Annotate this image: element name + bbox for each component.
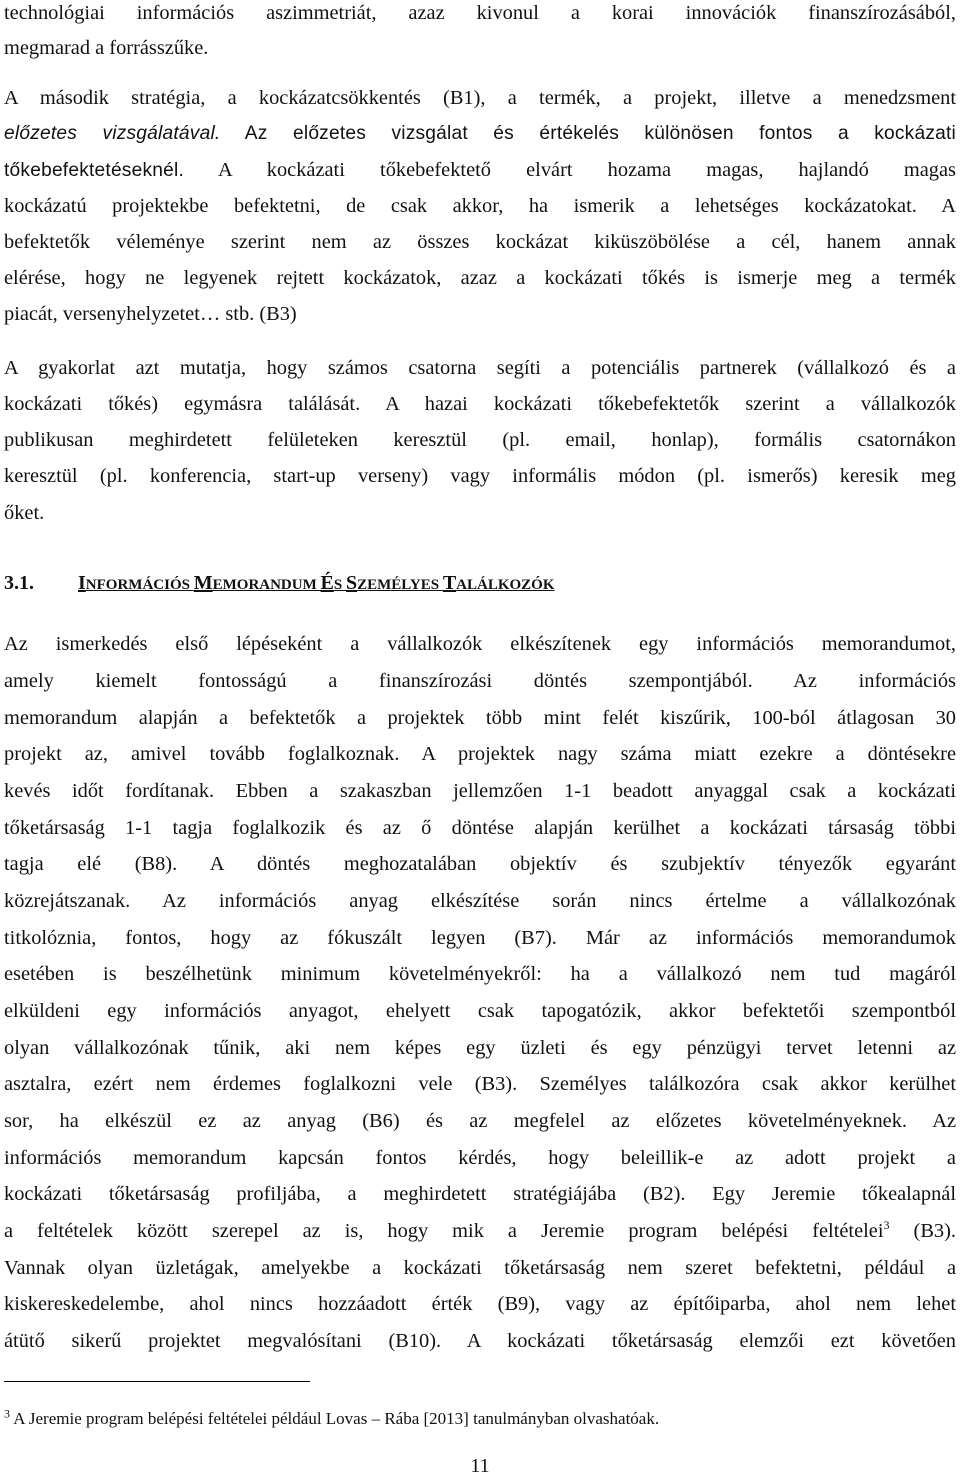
text-line: asztalra, ezért nem érdemes foglalkozni vele (B3). Személyes találkozóra csak akkor kerülhet <box>4 1073 956 1095</box>
section-number: 3.1. <box>4 572 34 594</box>
heading-part: T <box>442 572 457 594</box>
sans-phrase: tőkebefektetéseknél. <box>4 160 185 181</box>
text-line: A gyakorlat azt mutatja, hogy számos csatorna segíti a potenciális partnerek (vállalkozó és a <box>4 357 956 379</box>
text-line: Vannak olyan üzletágak, amelyekbe a kockázati tőketársaság nem szeret befektetni, például a <box>4 1257 956 1279</box>
text-line: piacát, versenyhelyzetet… stb. (B3) <box>4 303 297 325</box>
text-line: technológiai információs aszimmetriát, azaz kivonul a korai innovációk finanszírozásából, <box>4 2 956 24</box>
heading-part: EMORANDUM <box>212 577 321 593</box>
text-line: sor, ha elkészül ez az anyag (B6) és az megfelel az előzetes követelményeknek. Az <box>4 1110 956 1132</box>
heading-part: S <box>345 572 358 594</box>
text-line: Az ismerkedés első lépéseként a vállalkozók elkészítenek egy információs memorandumot, <box>4 633 956 655</box>
text-span: Az előzetes vizsgálat és értékelés különösen fontos a kockázati <box>220 123 957 144</box>
text-line: kockázati tőketársaság profiljába, a meghirdetett stratégiájába (B2). Egy Jeremie tőkealapnál <box>4 1183 956 1205</box>
section-heading <box>4 570 555 598</box>
text-line: közrejátszanak. Az információs anyag elkészítése során nincs értelme a vállalkozónak <box>4 890 956 912</box>
text-line: olyan vállalkozónak tűnik, aki nem képes egy üzleti és egy pénzügyi tervet letenni az <box>4 1037 956 1059</box>
text-line: tőketársaság 1-1 tagja foglalkozik és az ő döntése alapján kerülhet a kockázati társaság többi <box>4 817 956 839</box>
text-line: memorandum alapján a befektetők a projektek több mint felét kiszűrik, 100-ból átlagosan 30 <box>4 707 956 729</box>
footnote-mark: 3 <box>4 1406 10 1421</box>
text-line: amely kiemelt fontosságú a finanszírozási döntés szempontjából. Az információs <box>4 670 956 692</box>
text-line: titkolóznia, fontos, hogy az fókuszált legyen (B7). Már az információs memorandumok <box>4 927 956 949</box>
text-span: a feltételek között szerepel az is, hogy mik a Jeremie program belépési feltételei <box>4 1220 884 1242</box>
text-line: elküldeni egy információs anyagot, ehelyett csak tapogatózik, akkor befektetői szempontból <box>4 1000 956 1022</box>
text-line: elérése, hogy ne legyenek rejtett kockázatok, azaz a kockázati tőkés is ismerje meg a termék <box>4 267 956 289</box>
heading-part: M <box>193 572 213 594</box>
text-line: befektetők véleménye szerint nem az összes kockázat kiküszöbölése a cél, hanem annak <box>4 231 956 253</box>
heading-part: É <box>320 572 334 594</box>
heading-part: S <box>333 577 346 593</box>
text-line: publikusan meghirdetett felületeken keresztül (pl. email, honlap), formális csatornákon <box>4 429 956 451</box>
text-line: tagja elé (B8). A döntés meghozatalában objektív és szubjektív tényezők egyaránt <box>4 853 956 875</box>
text-line: A második stratégia, a kockázatcsökkentés (B1), a termék, a projekt, illetve a menedzsment <box>4 87 956 109</box>
text-line: átütő sikerű projektet megvalósítani (B10). A kockázati tőketársaság elemzői ezt követően <box>4 1330 956 1352</box>
text-span: A kockázati tőkebefektető elvárt hozama magas, hajlandó magas <box>184 159 956 181</box>
text-line: keresztül (pl. konferencia, start-up verseny) vagy informális módon (pl. ismerős) keresik meg <box>4 465 956 487</box>
text-line: információs memorandum kapcsán fontos kérdés, hogy beleillik-e az adott projekt a <box>4 1147 956 1169</box>
text-line: kockázati tőkés) egymásra találását. A hazai kockázati tőkebefektetők szerint a vállalkozók <box>4 393 956 415</box>
text-line: kevés időt fordítanak. Ebben a szakaszban jellemzően 1-1 beadott anyaggal csak a kockázati <box>4 780 956 802</box>
text-line: projekt az, amivel tovább foglalkoznak. A projektek nagy száma miatt ezekre a döntésekre <box>4 743 956 765</box>
text-line: esetében is beszélhetünk minimum követelményekről: ha a vállalkozó nem tud magáról <box>4 963 956 985</box>
heading-part: I <box>78 572 86 594</box>
footnote <box>4 1408 659 1430</box>
heading-part: ZEMÉLYES <box>357 577 443 593</box>
text-line: kockázatú projektekbe befektetni, de csak akkor, ha ismerik a lehetséges kockázatokat. A <box>4 195 956 217</box>
heading-part: ALÁLKOZÓK <box>456 577 555 593</box>
text-span: (B3). <box>889 1220 956 1242</box>
text-line <box>4 121 956 147</box>
text-line <box>4 157 956 183</box>
text-line: őket. <box>4 502 45 524</box>
page-number: 11 <box>470 1455 490 1477</box>
text-line <box>4 1218 956 1244</box>
footnote-reference[interactable]: 3 <box>883 1218 890 1233</box>
italic-phrase: előzetes vizsgálatával. <box>4 123 221 144</box>
text-line: kiskereskedelembe, ahol nincs hozzáadott érték (B9), vagy az építőiparba, ahol nem lehet <box>4 1293 956 1315</box>
text-line: megmarad a forrásszűke. <box>4 37 209 59</box>
heading-part: NFORMÁCIÓS <box>85 577 194 593</box>
footnote-separator <box>4 1381 310 1382</box>
footnote-text: A Jeremie program belépési feltételei például Lovas – Rába [2013] tanulmányban olvashatóak. <box>10 1409 660 1428</box>
